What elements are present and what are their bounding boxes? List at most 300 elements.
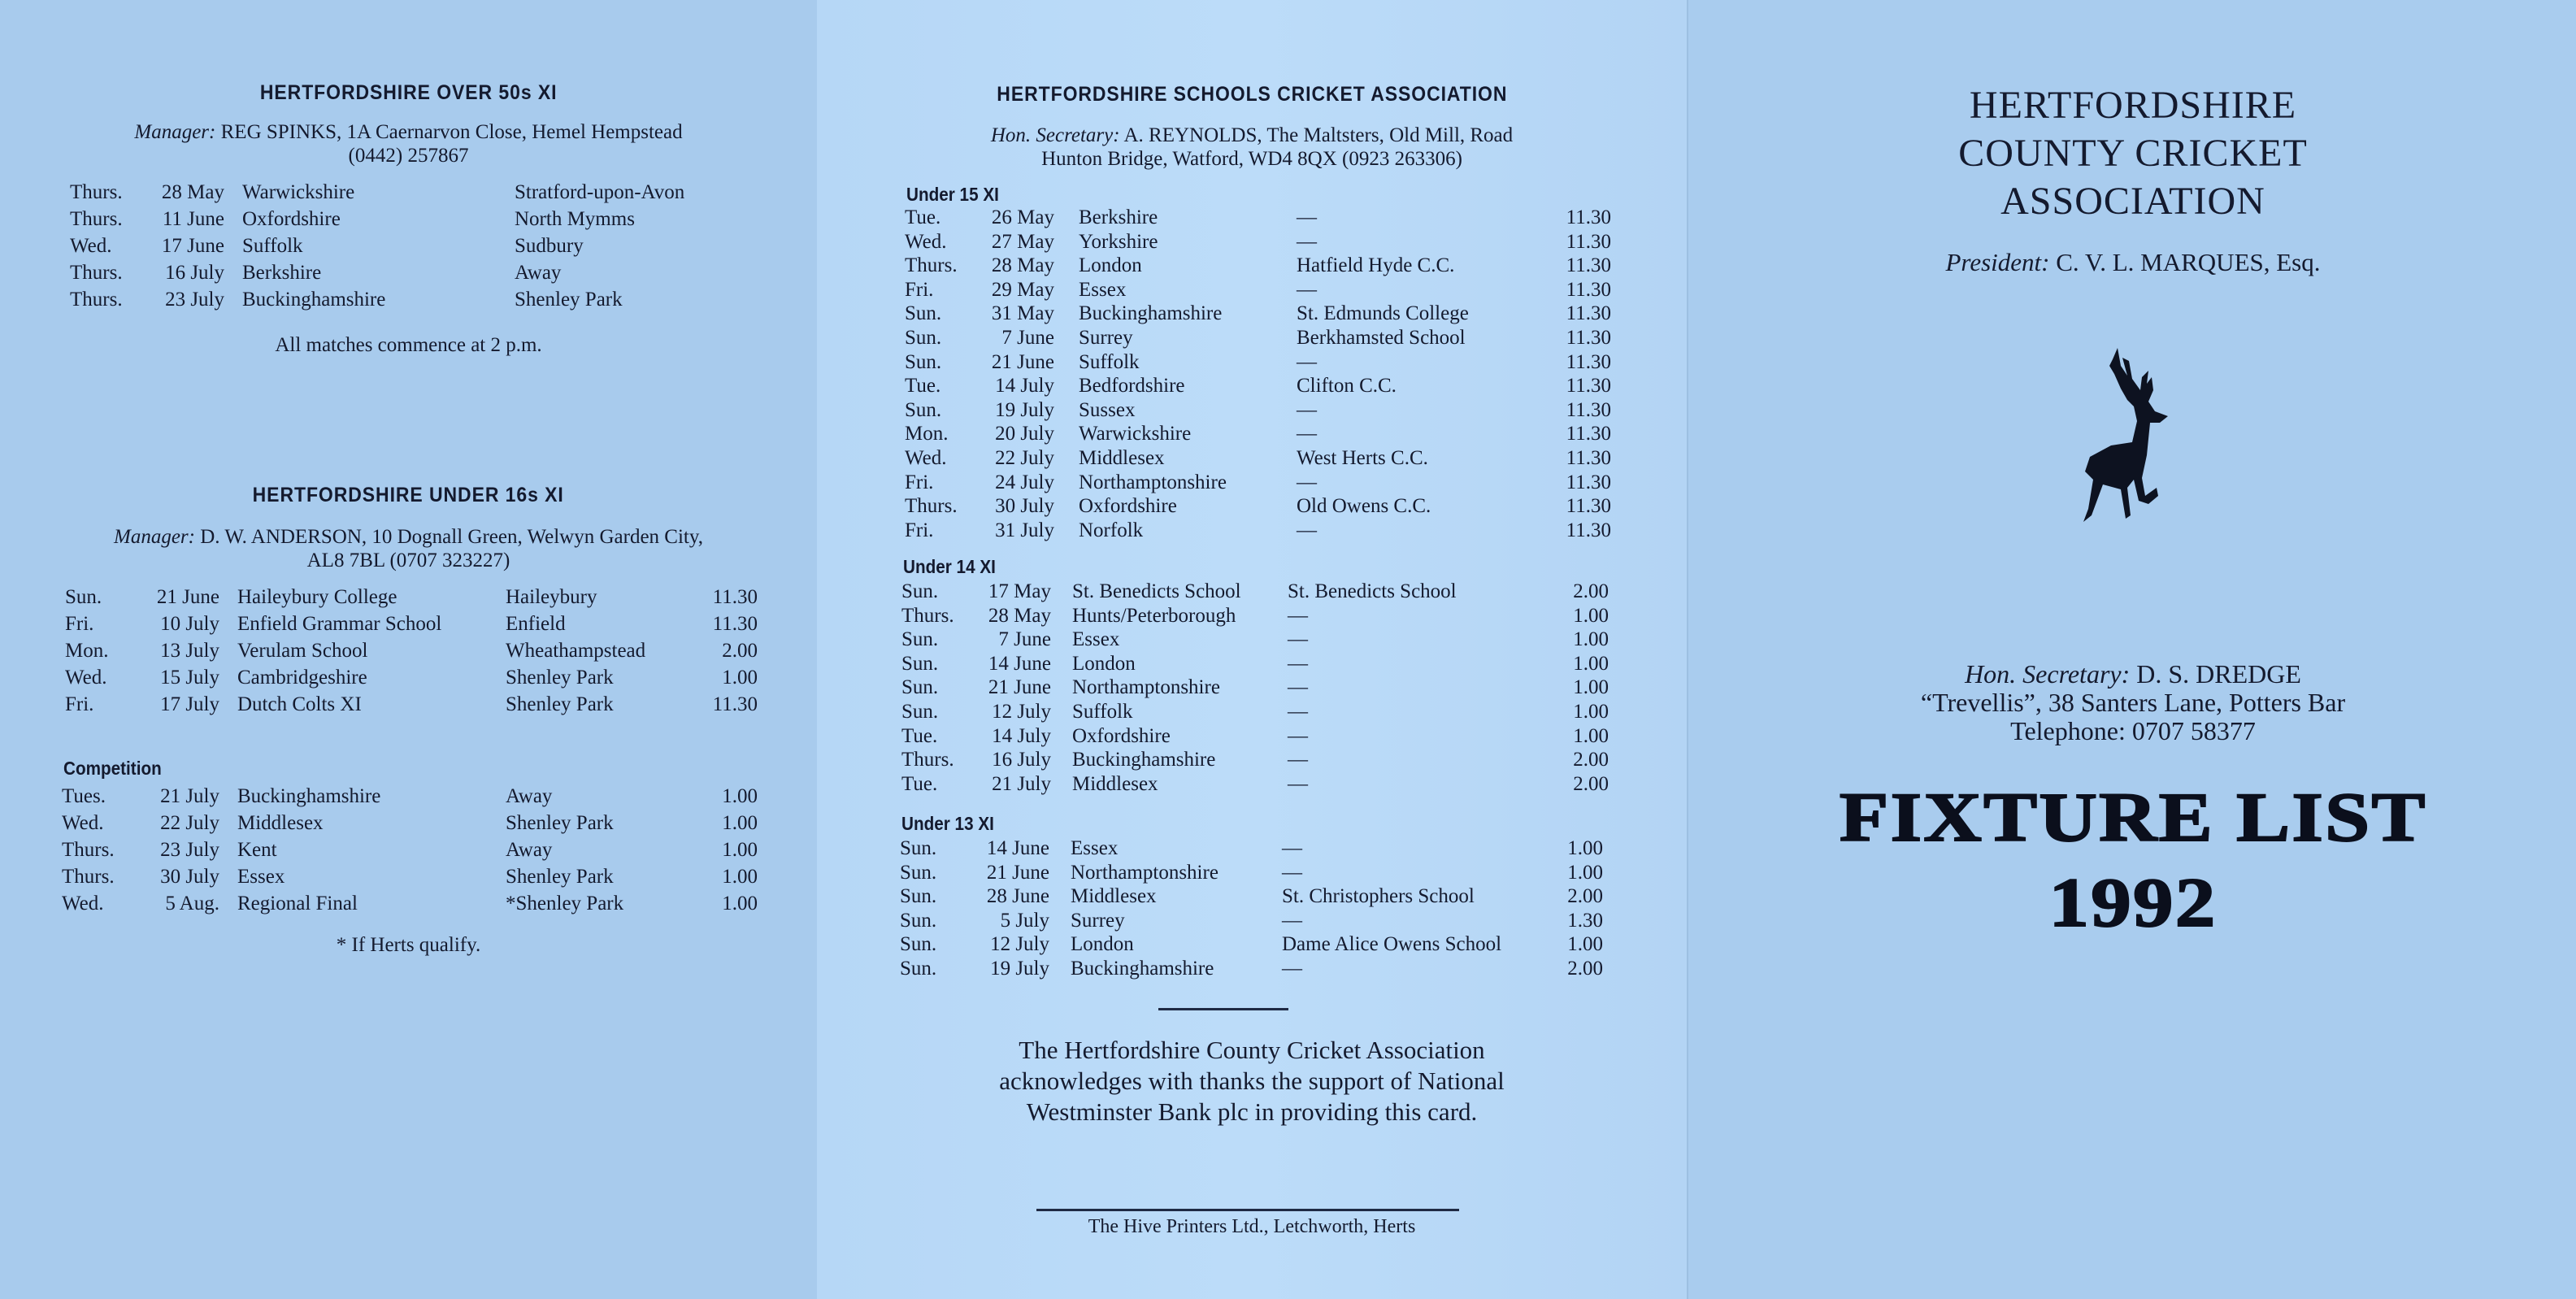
- fixture-row: [905, 278, 1611, 302]
- fixture-opponent: Essex: [1079, 278, 1127, 301]
- fixture-day: Sun.: [900, 933, 937, 956]
- spacer: [1054, 519, 1079, 543]
- fixture-opponent: London: [1079, 254, 1142, 277]
- cover-title-line: ASSOCIATION: [2000, 180, 2265, 223]
- fixture-date: 17 May: [988, 580, 1051, 602]
- fixture-time: 1.00: [1567, 861, 1603, 884]
- fixture-row: [65, 637, 758, 664]
- fixture-time: 2.00: [1567, 957, 1603, 980]
- fixture-day: Sun.: [900, 909, 937, 932]
- spacer: [1054, 422, 1079, 446]
- spacer: [1054, 446, 1079, 471]
- fixture-row: [65, 610, 758, 637]
- fixture-venue: Sudbury: [515, 235, 584, 257]
- cover-secretary: [1688, 660, 2576, 745]
- fixture-opponent: London: [1071, 933, 1134, 956]
- ack-line: The Hertfordshire County Cricket Association: [1019, 1036, 1485, 1064]
- spacer: [219, 783, 237, 810]
- secretary-line2: Hunton Bridge, Watford, WD4 8QX (0923 263306): [1041, 148, 1462, 170]
- spacer: [224, 259, 242, 286]
- fixture-opponent: Buckinghamshire: [1079, 302, 1223, 325]
- fixture-opponent: Bedfordshire: [1079, 375, 1185, 398]
- fixture-row: [905, 350, 1611, 375]
- fixture-venue: Shenley Park: [506, 812, 614, 834]
- cover-title-line: HERTFORDSHIRE: [1969, 84, 2297, 127]
- fixture-time: 1.00: [722, 812, 758, 834]
- spacer: [1054, 302, 1079, 326]
- fixture-opponent: Verulam School: [237, 640, 368, 662]
- manager-text: REG SPINKS, 1A Caernarvon Close, Hemel Hempstead: [220, 121, 683, 143]
- secretary-label: Hon. Secretary:: [990, 124, 1120, 146]
- fixture-opponent: Essex: [237, 866, 285, 888]
- under16s-title: HERTFORDSHIRE UNDER 16s XI: [252, 484, 565, 506]
- fixture-date: 22 July: [160, 812, 219, 834]
- fixture-date: 16 July: [992, 749, 1051, 771]
- fixture-date: 21 June: [988, 676, 1051, 699]
- fixture-date: 14 July: [992, 724, 1051, 747]
- fixture-date: 24 July: [995, 471, 1054, 493]
- competition-fixtures: [62, 783, 758, 917]
- fixture-day: Wed.: [70, 235, 112, 257]
- over50s-section: [0, 81, 817, 105]
- fixture-date: 20 July: [995, 423, 1054, 445]
- fixture-venue: Berkhamsted School: [1297, 326, 1466, 349]
- fixture-time: 1.00: [1573, 652, 1609, 675]
- fixture-day: Sun.: [905, 302, 942, 325]
- fixture-row: [905, 374, 1611, 398]
- fixture-title-wrap: [1688, 776, 2576, 858]
- fixture-date: 26 May: [991, 206, 1054, 228]
- fixture-day: Sun.: [905, 326, 942, 349]
- spacer: [1051, 628, 1072, 652]
- fixture-time: 11.30: [1566, 398, 1611, 421]
- fixture-day: Wed.: [905, 230, 947, 253]
- spacer: [1049, 861, 1071, 885]
- ack-line: Westminster Bank plc in providing this card.: [1026, 1097, 1478, 1126]
- manager-text: D. W. ANDERSON, 10 Dognall Green, Welwyn Garden City,: [200, 526, 703, 548]
- u15-fixtures: [905, 206, 1611, 542]
- fixture-venue: —: [1288, 652, 1308, 675]
- fixture-time: 2.00: [1567, 885, 1603, 908]
- cover-title: [1688, 81, 2576, 225]
- fixture-venue: —: [1282, 909, 1302, 932]
- fixture-time: 1.00: [1573, 628, 1609, 651]
- fixture-day: Sun.: [65, 586, 102, 608]
- spacer: [1054, 398, 1079, 423]
- fixture-row: [905, 254, 1611, 278]
- fixture-venue: —: [1282, 957, 1302, 980]
- fixture-day: Mon.: [65, 640, 109, 662]
- fixture-time: 11.30: [1566, 375, 1611, 398]
- fixture-row: [905, 230, 1611, 254]
- spacer: [1051, 580, 1072, 604]
- fixture-time: 11.30: [1566, 230, 1611, 253]
- fixture-venue: —: [1297, 230, 1317, 253]
- spacer: [1049, 836, 1071, 861]
- spacer: [219, 836, 237, 863]
- fixture-venue: *Shenley Park: [506, 893, 624, 915]
- fixture-opponent: Warwickshire: [1079, 423, 1192, 445]
- spacer: [1054, 278, 1079, 302]
- manager-label: Manager:: [114, 526, 195, 548]
- spacer: [219, 810, 237, 836]
- fixture-date: 13 July: [160, 640, 219, 662]
- fixture-row: [900, 884, 1603, 909]
- spacer: [1054, 471, 1079, 495]
- president: [1688, 248, 2576, 277]
- fixture-opponent: St. Benedicts School: [1072, 580, 1241, 602]
- spacer: [1051, 748, 1072, 772]
- fixture-time: 2.00: [722, 640, 758, 662]
- ack-line: acknowledges with thanks the support of National: [999, 1067, 1505, 1095]
- spacer: [1051, 676, 1072, 700]
- fixture-row: [901, 580, 1609, 604]
- fixture-opponent: Essex: [1071, 837, 1119, 859]
- fixture-opponent: Essex: [1072, 628, 1120, 651]
- u14-fixtures: [901, 580, 1609, 796]
- spacer: [224, 206, 242, 232]
- fixture-venue: —: [1297, 471, 1317, 493]
- fixture-opponent: Suffolk: [1072, 700, 1133, 723]
- fixture-time: 1.00: [1573, 724, 1609, 747]
- fixture-row: [905, 302, 1611, 326]
- year-wrap: [1688, 862, 2576, 943]
- spacer: [219, 863, 237, 890]
- fixture-opponent: Buckinghamshire: [242, 289, 386, 311]
- fixture-time: 11.30: [1566, 350, 1611, 373]
- fixture-opponent: Buckinghamshire: [1071, 957, 1214, 980]
- spacer: [1054, 254, 1079, 278]
- fixture-date: 23 July: [160, 839, 219, 861]
- fixture-date: 21 June: [991, 350, 1054, 373]
- fixture-day: Wed.: [65, 667, 107, 689]
- fixture-date: 12 July: [992, 700, 1051, 723]
- acknowledgement: [817, 1035, 1687, 1127]
- fixture-opponent: Cambridgeshire: [237, 667, 367, 689]
- fixture-venue: Old Owens C.C.: [1297, 495, 1431, 518]
- fixture-day: Sun.: [901, 676, 939, 699]
- u15-title: Under 15 XI: [906, 184, 999, 205]
- fixture-row: [905, 398, 1611, 423]
- fixture-opponent: London: [1072, 652, 1136, 675]
- fixture-time: 11.30: [1566, 495, 1611, 518]
- spacer: [1054, 494, 1079, 519]
- fixture-date: 11 June: [162, 208, 224, 230]
- spacer: [1051, 652, 1072, 676]
- fixture-day: Tue.: [901, 772, 938, 795]
- fixture-day: Sun.: [900, 885, 937, 908]
- fixture-day: Sun.: [900, 957, 937, 980]
- fixture-venue: —: [1288, 772, 1308, 795]
- fixture-date: 14 June: [986, 837, 1049, 859]
- fixture-day: Sun.: [901, 580, 939, 602]
- spacer: [219, 890, 237, 917]
- fixture-row: [62, 810, 758, 836]
- fixture-day: Thurs.: [905, 254, 958, 277]
- spacer: [1049, 957, 1071, 981]
- fixture-venue: Clifton C.C.: [1297, 375, 1397, 398]
- panel-left: [0, 0, 817, 1299]
- fixture-time: 1.00: [722, 893, 758, 915]
- fixture-opponent: Yorkshire: [1079, 230, 1158, 253]
- fixture-opponent: Berkshire: [1079, 206, 1158, 228]
- fixture-time: 11.30: [1566, 254, 1611, 277]
- fixture-row: [70, 206, 726, 232]
- fixture-opponent: Dutch Colts XI: [237, 693, 362, 715]
- fixture-venue: —: [1288, 676, 1308, 699]
- fixture-day: Mon.: [905, 423, 949, 445]
- fixture-row: [62, 890, 758, 917]
- fixture-opponent: Regional Final: [237, 893, 358, 915]
- secretary-phone: Telephone: 0707 58377: [2010, 716, 2256, 745]
- stag-icon: [2070, 341, 2217, 528]
- president-name: C. V. L. MARQUES, Esq.: [2056, 248, 2321, 276]
- fixture-row: [901, 676, 1609, 700]
- fixture-day: Thurs.: [70, 289, 123, 311]
- fixture-date: 27 May: [991, 230, 1054, 253]
- fixture-row: [65, 584, 758, 610]
- secretary-label: Hon. Secretary:: [1965, 659, 2131, 689]
- fixture-row: [62, 836, 758, 863]
- fixture-time: 1.00: [1573, 676, 1609, 699]
- fixture-time: 11.30: [712, 693, 758, 715]
- fixture-day: Thurs.: [70, 181, 123, 203]
- spacer: [224, 286, 242, 313]
- fixture-time: 1.00: [722, 866, 758, 888]
- fixture-time: 1.00: [1567, 933, 1603, 956]
- fixture-day: Sun.: [901, 652, 939, 675]
- fixture-year: 1992: [2048, 863, 2218, 941]
- fixture-time: 11.30: [1566, 206, 1611, 228]
- fixture-venue: —: [1288, 724, 1308, 747]
- fixture-date: 31 July: [995, 519, 1054, 541]
- fixture-title: FIXTURE LIST: [1839, 778, 2427, 856]
- fixture-row: [65, 691, 758, 718]
- fixture-day: Sun.: [905, 398, 942, 421]
- fixture-venue: Hatfield Hyde C.C.: [1297, 254, 1455, 277]
- fixture-row: [901, 700, 1609, 724]
- fixture-venue: —: [1282, 837, 1302, 859]
- fixture-opponent: Middlesex: [237, 812, 324, 834]
- fixture-row: [901, 652, 1609, 676]
- divider-rule: [1158, 1008, 1288, 1010]
- fixture-date: 28 May: [991, 254, 1054, 277]
- fixture-opponent: Oxfordshire: [1072, 724, 1171, 747]
- fixture-opponent: Northamptonshire: [1072, 676, 1220, 699]
- fixture-day: Thurs.: [70, 208, 123, 230]
- fixture-date: 28 June: [986, 885, 1049, 908]
- manager-phone: (0442) 257867: [348, 145, 469, 167]
- fixture-date: 30 July: [995, 495, 1054, 518]
- fixture-row: [65, 664, 758, 691]
- fixture-date: 29 May: [991, 278, 1054, 301]
- fixture-opponent: Oxfordshire: [1079, 495, 1177, 518]
- fixture-day: Tue.: [901, 724, 938, 747]
- fixture-opponent: Haileybury College: [237, 586, 397, 608]
- fixture-row: [900, 909, 1603, 933]
- fixture-day: Sun.: [905, 350, 942, 373]
- fixture-date: 22 July: [995, 446, 1054, 469]
- fixture-date: 5 Aug.: [165, 893, 219, 915]
- fixture-day: Fri.: [905, 278, 934, 301]
- fixture-date: 5 July: [1000, 909, 1049, 932]
- fixture-day: Thurs.: [70, 262, 123, 284]
- fixture-day: Fri.: [65, 693, 94, 715]
- fixture-date: 16 July: [165, 262, 224, 284]
- fixture-opponent: Warwickshire: [242, 181, 355, 203]
- fixture-day: Thurs.: [905, 495, 958, 518]
- fixture-date: 17 June: [161, 235, 224, 257]
- schools-section: [817, 83, 1687, 106]
- fixture-row: [900, 932, 1603, 957]
- secretary-name: D. S. DREDGE: [2136, 659, 2301, 689]
- fixture-venue: Shenley Park: [506, 693, 614, 715]
- spacer: [224, 179, 242, 206]
- fixture-opponent: Middlesex: [1072, 772, 1158, 795]
- spacer: [1051, 700, 1072, 724]
- fixture-venue: —: [1297, 519, 1317, 541]
- fixture-date: 28 May: [988, 604, 1051, 627]
- under16s-fixtures: [65, 584, 758, 718]
- fixture-venue: St. Benedicts School: [1288, 580, 1457, 602]
- fixture-row: [905, 326, 1611, 350]
- over50s-note: All matches commence at 2 p.m.: [275, 334, 542, 356]
- president-label: President:: [1945, 248, 2050, 276]
- spacer: [1054, 206, 1079, 230]
- fixture-row: [900, 861, 1603, 885]
- panel-middle: [817, 0, 1687, 1299]
- fixture-row: [70, 259, 726, 286]
- fixture-opponent: Enfield Grammar School: [237, 613, 442, 635]
- fixture-row: [905, 446, 1611, 471]
- fixture-row: [900, 957, 1603, 981]
- fixture-row: [901, 772, 1609, 797]
- fixture-opponent: Northamptonshire: [1071, 861, 1218, 884]
- fixture-venue: Shenley Park: [506, 866, 614, 888]
- spacer: [1051, 724, 1072, 749]
- fixture-time: 2.00: [1573, 772, 1609, 795]
- fixture-time: 1.30: [1567, 909, 1603, 932]
- fixture-venue: —: [1297, 350, 1317, 373]
- fixture-opponent: Middlesex: [1071, 885, 1157, 908]
- fixture-date: 7 June: [998, 628, 1051, 651]
- fixture-time: 1.00: [1573, 604, 1609, 627]
- fixture-opponent: Middlesex: [1079, 446, 1165, 469]
- u13-fixtures: [900, 836, 1603, 981]
- fixture-opponent: Sussex: [1079, 398, 1136, 421]
- fixture-date: 19 July: [995, 398, 1054, 421]
- fixture-date: 12 July: [990, 933, 1049, 956]
- fixture-opponent: Suffolk: [242, 235, 303, 257]
- fixture-day: Tue.: [905, 206, 941, 228]
- fixture-opponent: Buckinghamshire: [1072, 749, 1216, 771]
- fixture-venue: St. Edmunds College: [1297, 302, 1469, 325]
- fixture-venue: Haileybury: [506, 586, 597, 608]
- fixture-day: Fri.: [65, 613, 94, 635]
- fixture-opponent: Buckinghamshire: [237, 785, 381, 807]
- fixture-time: 1.00: [1567, 837, 1603, 859]
- spacer: [1051, 604, 1072, 628]
- fixture-day: Wed.: [62, 893, 104, 915]
- fixture-venue: Shenley Park: [515, 289, 623, 311]
- spacer: [219, 610, 237, 637]
- fixture-row: [900, 836, 1603, 861]
- fixture-date: 30 July: [160, 866, 219, 888]
- fixture-time: 11.30: [1566, 302, 1611, 325]
- fixture-time: 1.00: [722, 785, 758, 807]
- fixture-row: [905, 494, 1611, 519]
- fixture-day: Thurs.: [62, 866, 115, 888]
- spacer: [219, 637, 237, 664]
- fixture-day: Fri.: [905, 471, 934, 493]
- spacer: [224, 232, 242, 259]
- spacer: [1049, 932, 1071, 957]
- fixture-opponent: Hunts/Peterborough: [1072, 604, 1236, 627]
- fixture-time: 1.00: [722, 839, 758, 861]
- fixture-venue: Away: [506, 785, 553, 807]
- fixture-date: 7 June: [1001, 326, 1054, 349]
- fixture-venue: —: [1288, 604, 1308, 627]
- fixture-date: 28 May: [161, 181, 224, 203]
- spacer: [219, 584, 237, 610]
- fixture-date: 31 May: [991, 302, 1054, 325]
- cover-title-line: COUNTY CRICKET: [1958, 132, 2308, 175]
- fixture-date: 14 July: [995, 375, 1054, 398]
- secretary-address: “Trevellis”, 38 Santers Lane, Potters Bar: [1920, 688, 2346, 717]
- fixture-venue: —: [1288, 749, 1308, 771]
- fixture-day: Thurs.: [62, 839, 115, 861]
- fixture-time: 2.00: [1573, 580, 1609, 602]
- spacer: [219, 691, 237, 718]
- spacer: [1054, 374, 1079, 398]
- fixture-row: [905, 422, 1611, 446]
- printer-credit: The Hive Printers Ltd., Letchworth, Herts: [1088, 1216, 1416, 1237]
- fixture-opponent: Norfolk: [1079, 519, 1144, 541]
- over50s-fixtures: [70, 179, 726, 313]
- fixture-date: 21 July: [160, 785, 219, 807]
- spacer: [1054, 350, 1079, 375]
- fixture-venue: Dame Alice Owens School: [1282, 933, 1502, 956]
- fixture-venue: Away: [515, 262, 562, 284]
- fixture-venue: —: [1288, 700, 1308, 723]
- spacer: [1049, 884, 1071, 909]
- fixture-opponent: Northamptonshire: [1079, 471, 1227, 493]
- fixture-row: [905, 206, 1611, 230]
- fixture-time: 11.30: [712, 586, 758, 608]
- fixture-venue: —: [1297, 423, 1317, 445]
- fixture-row: [905, 471, 1611, 495]
- fixture-date: 21 June: [986, 861, 1049, 884]
- manager-label: Manager:: [134, 121, 216, 143]
- fixture-row: [70, 286, 726, 313]
- secretary-text: A. REYNOLDS, The Maltsters, Old Mill, Road: [1123, 124, 1514, 146]
- fixture-row: [901, 748, 1609, 772]
- fixture-time: 1.00: [1573, 700, 1609, 723]
- fixture-date: 21 July: [992, 772, 1051, 795]
- schools-title: HERTFORDSHIRE SCHOOLS CRICKET ASSOCIATION: [996, 83, 1508, 106]
- fixture-day: Sun.: [900, 861, 937, 884]
- under16s-manager: [0, 525, 817, 572]
- fixture-venue: —: [1297, 398, 1317, 421]
- fixture-venue: —: [1297, 206, 1317, 228]
- spacer: [1054, 326, 1079, 350]
- fixture-venue: Shenley Park: [506, 667, 614, 689]
- fixture-day: Fri.: [905, 519, 934, 541]
- fixture-time: 11.30: [1566, 423, 1611, 445]
- schools-secretary: [817, 124, 1687, 171]
- fixture-opponent: Surrey: [1079, 326, 1133, 349]
- fixture-opponent: Surrey: [1071, 909, 1125, 932]
